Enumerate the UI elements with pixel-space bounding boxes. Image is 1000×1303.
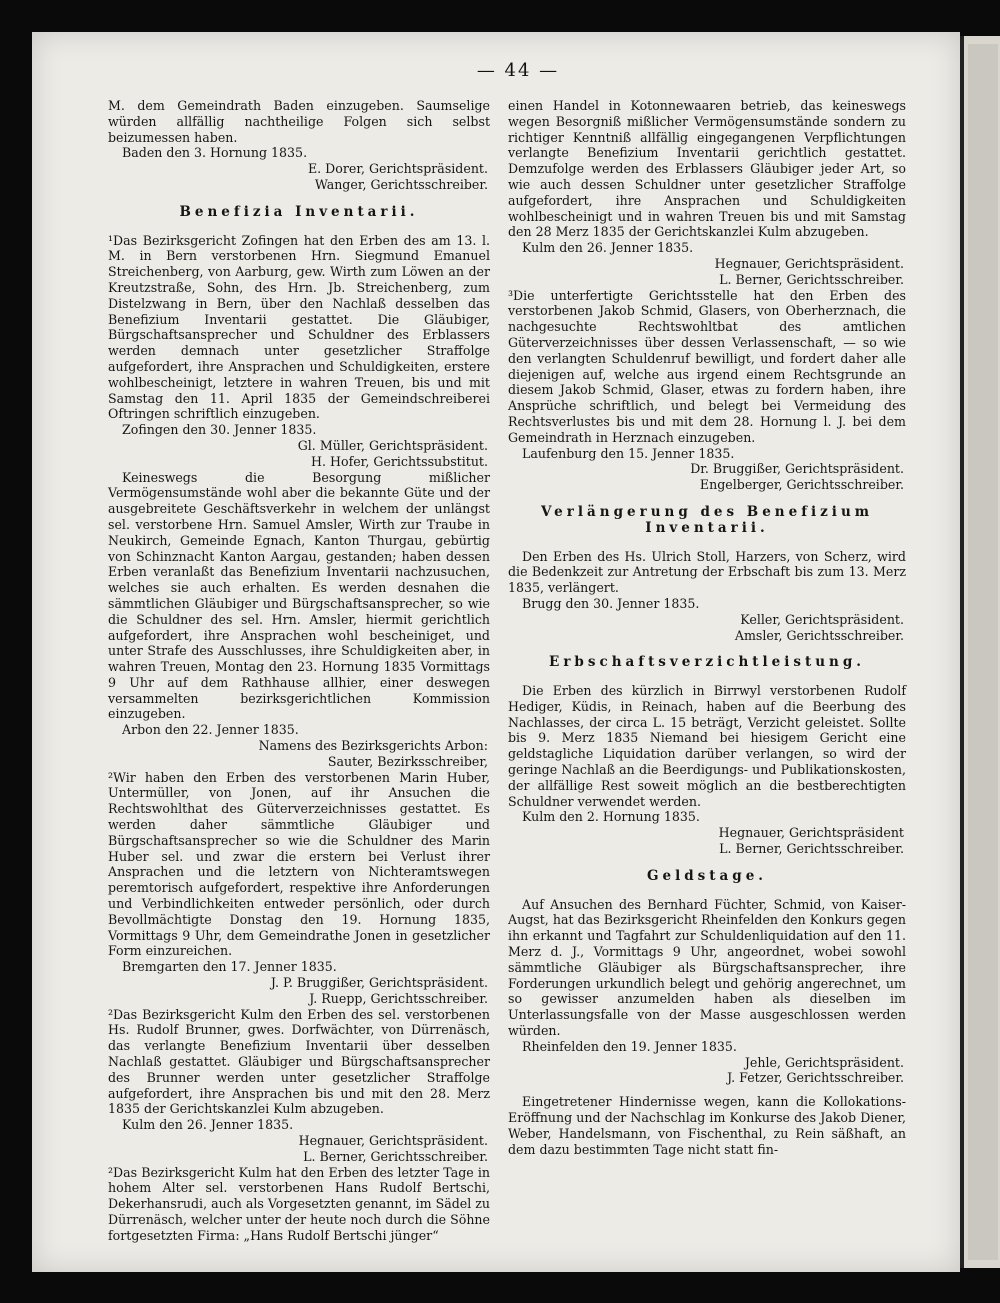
notice-brugg-signature-2: Amsler, Gerichtsschreiber.	[734, 627, 904, 643]
notice-laufenburg-signature-1: Dr. Bruggißer, Gerichtspräsident.	[690, 461, 904, 477]
notice-laufenburg-text: ³Die unterfertigte Gerichtsstelle hat den Erben des verstorbenen Jakob Schmid, Glasers, von Oberherznach, die nachgesuchte Rechtswohltbat des amtlichen Güterverzeichnisses über dessen Verlassenschaft, — so wie den verlangten Schuldenruf bewilligt, und fordert daher alle diejenigen auf, welche aus irgend einem Rechtsgrunde an diesem Jakob Schmid, Glaser, etwas zu fordern haben, ihre Ansprüche schriftlich, und belegt bei Vermeidung des Rechtsverlustes bis und mit dem 28. Hornung l. J. bei dem Gemeindrath in Herznach einzugeben.	[508, 287, 906, 445]
notice-bremgarten-signature-1: J. P. Bruggißer, Gerichtspräsident.	[270, 975, 488, 991]
section-heading-benefizia: Benefizia Inventarii.	[179, 203, 419, 220]
notice-diener-text: Eingetretener Hindernisse wegen, kann die Kollokations-Eröffnung und der Nachschlag im Konkurse des Jakob Diener, Weber, Handelsmann, von Fischenthal, zu Rein säßhaft, an dem dazu bestimmten Tage nicht statt fin-	[508, 1094, 906, 1157]
notice-laufenburg-date: Laufenburg den 15. Jenner 1835.	[522, 445, 735, 461]
notice-kulm-hediger-date: Kulm den 2. Hornung 1835.	[522, 809, 700, 825]
left-column	[108, 98, 490, 1244]
notice-kulm-brunner-signature-2: L. Berner, Gerichtsschreiber.	[303, 1148, 488, 1164]
notice-baden-signature-2: Wanger, Gerichtsschreiber.	[314, 176, 488, 192]
notice-baden-signature-1: E. Dorer, Gerichtspräsident.	[307, 161, 488, 177]
notice-rheinfelden-signature-2: J. Fetzer, Gerichtsschreiber.	[727, 1070, 904, 1086]
notice-kulm-brunner-signature-1: Hegnauer, Gerichtspräsident.	[298, 1133, 488, 1148]
page-number: — 44 —	[476, 60, 560, 81]
section-heading-geldstage: Geldstage.	[647, 867, 767, 884]
notice-zofingen-signature-1: Gl. Müller, Gerichtspräsident.	[297, 437, 488, 453]
notice-zofingen-signature-2: H. Hofer, Gerichtssubstitut.	[311, 453, 488, 469]
notice-kulm-bertschi-continued: einen Handel in Kotonnewaaren betrieb, das keineswegs wegen Besorgniß mißlicher Vermögensumstände sondern zu richtiger Kenntniß allfällig eingegangenen Verpflichtungen verlangte Benefizium Inventarii gerichtlich gestattet. Demzufolge werden des Erblassers Gläubiger jeder Art, so wie auch dessen Schuldner unter gesetzlicher Straffolge aufgefordert, ihre Ansprachen und Schuldigkeiten wohlbescheinigt und in wahren Treuen bis und mit Samstag den 28 Merz 1835 der Gerichtskanzlei Kulm abzugeben.	[508, 98, 906, 240]
notice-laufenburg-signature-2: Engelberger, Gerichtsschreiber.	[699, 477, 904, 493]
adjacent-page-inner	[968, 44, 998, 1260]
notice-bremgarten-date: Bremgarten den 17. Jenner 1835.	[122, 959, 337, 975]
section-heading-erbschaftsverzicht: Erbschaftsverzichtleistung.	[549, 654, 865, 671]
notice-kulm-hediger-text: Die Erben des kürzlich in Birrwyl verstorbenen Rudolf Hediger, Küdis, in Reinach, haben auf die Beerbung des Nachlasses, der circa L. 15 beträgt, Verzicht geleistet. Sollte bis 9. Merz 1835 Niemand bei hiesigem Gericht eine geldstagliche Liquidation darüber verlangen, so wird der geringe Nachlaß an die Beerdigungs- und Publikationskosten, der allfällige Rest soweit möglich an die bestberechtigten Schuldner verwendet werden.	[508, 683, 906, 809]
notice-zofingen-date: Zofingen den 30. Jenner 1835.	[122, 422, 317, 438]
notice-rheinfelden-date: Rheinfelden den 19. Jenner 1835.	[522, 1038, 737, 1054]
notice-bremgarten-signature-2: J. Ruepp, Gerichtsschreiber.	[309, 990, 488, 1006]
notice-bremgarten-text: ²Wir haben den Erben des verstorbenen Marin Huber, Untermüller, von Jonen, auf ihr Ansuchen die Rechtswohlthat des Güterverzeichnisses gestattet. Es werden daher sämmtliche Gläubiger und Bürgschaftsansprecher so wie die Schuldner des Marin Huber sel. und zwar die erstern bei Verlust ihrer Ansprachen und die letztern von Nichteramtswegen peremtorisch aufgefordert, respektive ihre Anforderungen und Verbindlichkeiten entweder persönlich, oder durch Bevollmächtigte Donstag den 19. Hornung 1835, Vormittags 9 Uhr, dem Gemeindrathe Jonen in gesetzlicher Form einzureichen.	[108, 769, 490, 959]
right-column	[508, 98, 906, 1157]
notice-kulm-hediger-signature-1: Hegnauer, Gerichtspräsident	[718, 825, 904, 841]
notice-brugg-text: Den Erben des Hs. Ulrich Stoll, Harzers, von Scherz, wird die Bedenkzeit zur Antretung der Erbschaft bis zum 13. Merz 1835, verlängert.	[508, 548, 906, 596]
notice-rheinfelden-signature-1: Jehle, Gerichtspräsident.	[744, 1054, 904, 1070]
notice-arbon-date: Arbon den 22. Jenner 1835.	[122, 722, 299, 738]
notice-kulm-bertschi-signature-2: L. Berner, Gerichtsschreiber.	[719, 271, 904, 287]
notice-kulm-bertschi-date: Kulm den 26. Jenner 1835.	[522, 240, 694, 256]
notice-baden-date: Baden den 3. Hornung 1835.	[122, 145, 308, 161]
notice-kulm-bertschi-text: ²Das Bezirksgericht Kulm hat den Erben des letzter Tage in hohem Alter sel. verstorbenen Hans Rudolf Bertschi, Dekerhansrudi, auch als Vorgesetzten genannt, im Sädel zu Dürrenäsch, welcher unter der heute noch durch die Söhne fortgesetzten Firma: „Hans Rudolf Bertschi jünger“	[108, 1164, 490, 1243]
notice-arbon-signature-1: Namens des Bezirksgerichts Arbon:	[258, 738, 488, 754]
notice-arbon-signature-2: Sauter, Bezirksschreiber,	[327, 753, 488, 769]
notice-brugg-signature-1: Keller, Gerichtspräsident.	[740, 611, 904, 627]
notice-baden-text: M. dem Gemeindrath Baden einzugeben. Saumselige würden allfällig nachtheilige Folgen sich selbst beizumessen haben.	[108, 98, 490, 145]
notice-kulm-bertschi-signature-1: Hegnauer, Gerichtspräsident.	[714, 255, 904, 271]
notice-arbon-text: Keineswegs die Besorgung mißlicher Vermögensumstände wohl aber die bekannte Güte und der ausgebreitete Geschäftsverkehr in welchem der unlängst sel. verstorbene Hrn. Samuel Amsler, Wirth zur Traube in Neukirch, Gemeinde Egnach, Kanton Thurgau, gebürtig von Schinznacht Kanton Aargau, gestanden; haben dessen Erben veranlaßt das Benefizium Inventarii nachzusuchen, welches sie auch erhalten. Es werden desnahen die sämmtlichen Gläubiger und Bürgschaftsansprecher, so wie die Schuldner des sel. Hrn. Amsler, hiermit gerichtlich aufgefordert, ihre Ansprachen wohl bescheiniget, und unter Strafe des Ausschlusses, ihre Schuldigkeiten aber, in wahren Treuen, Montag den 23. Hornung 1835 Vormittags 9 Uhr auf dem Rathhause allhier, einer deswegen versammelten bezirksgerichtlichen Kommission einzugeben.	[108, 469, 490, 722]
notice-brugg-date: Brugg den 30. Jenner 1835.	[522, 595, 700, 611]
notice-kulm-brunner-date: Kulm den 26. Jenner 1835.	[122, 1117, 294, 1133]
section-heading-verlaengerung: Verlängerung des Benefizium Inventarii.	[540, 503, 874, 536]
notice-kulm-hediger-signature-2: L. Berner, Gerichtsschreiber.	[719, 841, 904, 857]
notice-rheinfelden-text: Auf Ansuchen des Bernhard Füchter, Schmid, von Kaiser-Augst, hat das Bezirksgericht Rheinfelden den Konkurs gegen ihn erkannt und Tagfahrt zur Schuldenliquidation auf den 11. Merz d. J., Vormittags 9 Uhr, angeordnet, wobei sowohl sämmtliche Gläubiger als Bürgschaftsansprecher, ihre Forderungen urkundlich belegt und gehörig angerechnet, um so gewisser anzumelden haben als dieselben im Unterlassungsfalle von der Masse ausgeschlossen werden würden.	[508, 896, 906, 1039]
notice-kulm-brunner-text: ²Das Bezirksgericht Kulm den Erben des sel. verstorbenen Hs. Rudolf Brunner, gwes. Dorfwächter, von Dürrenäsch, das verlangte Benefizium Inventarii über desselben Nachlaß gestattet. Gläubiger und Bürgschaftsansprecher des Brunner werden unter gesetzlicher Straffolge aufgefordert, ihre Ansprachen bis und mit den 28. Merz 1835 der Gerichtskanzlei Kulm abzugeben.	[108, 1006, 490, 1117]
notice-zofingen-text: ¹Das Bezirksgericht Zofingen hat den Erben des am 13. l. M. in Bern verstorbenen Hrn. Siegmund Emanuel Streichenberg, von Aarburg, gew. Wirth zum Löwen an der Kreutzstraße, Sohn, des Hrn. Jb. Streichenberg, zum Distelzwang in Bern, über den Nachlaß desselben das Benefizium Inventarii gestattet. Die Gläubiger, Bürgschaftsansprecher und Schuldner des Erblassers werden demnach unter gesetzlicher Straffolge aufgefordert, ihre Ansprachen und Schuldigkeiten, erstere wohlbescheinigt, letztere in wahren Treuen, bis und mit Samstag den 11. April 1835 der Gemeindschreiberei Oftringen schriftlich einzugeben.	[108, 232, 490, 422]
